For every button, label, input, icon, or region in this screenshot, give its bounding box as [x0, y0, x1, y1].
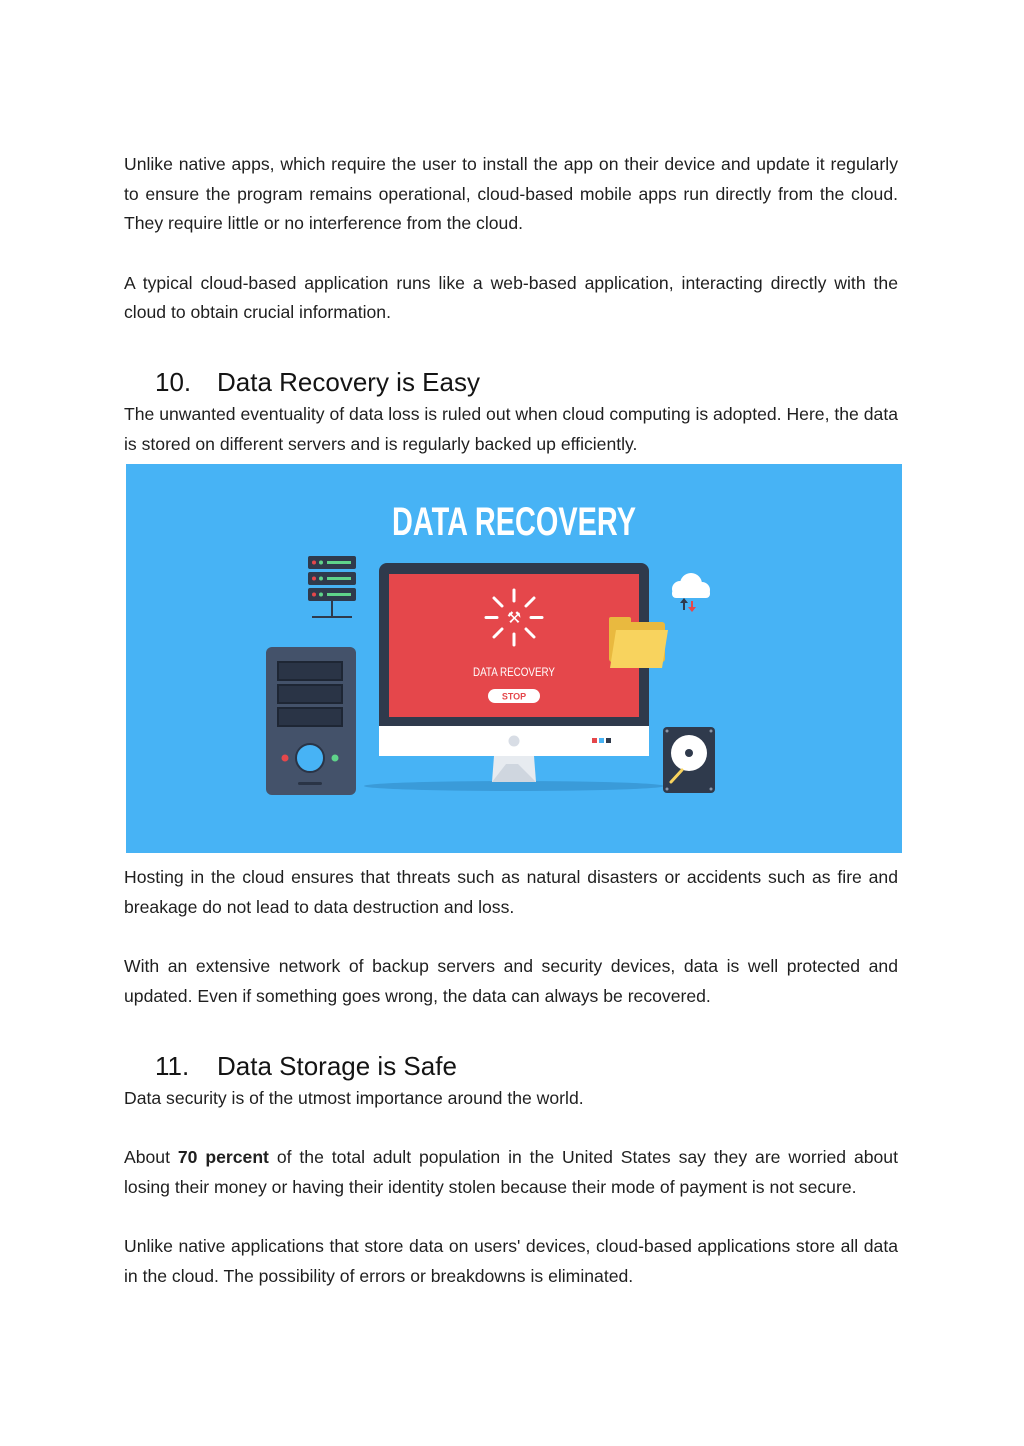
section-11-title: Data Storage is Safe [217, 1050, 457, 1081]
document-page [124, 150, 898, 1292]
section-11-paragraph-2 [124, 1143, 898, 1202]
stop-button-label: STOP [501, 691, 527, 702]
intro-paragraph-2: A typical cloud-based application runs like a web-based application, interacting directly with the cloud to obtain crucial information. [124, 272, 898, 323]
monitor-icon [379, 563, 649, 782]
section-11-heading [124, 1048, 898, 1084]
intro-paragraph-1: Unlike native apps, which require the user to install the app on their device and update it regularly to ensure the program remains operational, cloud-based mobile apps run directly from the cloud. They require little or no interference from the cloud. [124, 154, 898, 234]
section-10-paragraph-2: With an extensive network of backup servers and security devices, data is well protected and updated. Even if something goes wrong, the data can always be recovered. [124, 956, 898, 1006]
screen-label: DATA RECOVERY [473, 665, 555, 680]
section-10-number: 10. [155, 366, 192, 397]
stat-highlight: 70 percent [177, 1147, 269, 1168]
computer-tower-icon [266, 647, 356, 795]
section-10-heading [124, 364, 898, 400]
tools-icon: ⚒ [506, 608, 522, 628]
data-recovery-illustration [126, 464, 902, 853]
stat-prefix: About [124, 1147, 178, 1168]
hard-drive-icon [663, 727, 715, 793]
section-11-paragraph-1: Data security is of the utmost importance around the world. [124, 1087, 584, 1108]
section-10-lead: The unwanted eventuality of data loss is ruled out when cloud computing is adopted. Here, the data is stored on different servers and is regularly backed up efficiently. [124, 403, 898, 454]
stat-suffix: of the total adult population in the United States say they are worried about losing their money or having their identity stolen because their mode of payment is not secure. [124, 1147, 898, 1197]
section-10-paragraph-1: Hosting in the cloud ensures that threats such as natural disasters or accidents such as fire and breakage do not lead to data destruction and loss. [124, 867, 898, 917]
section-11-paragraph-3: Unlike native applications that store data on users' devices, cloud-based applications store all data in the cloud. The possibility of errors or breakdowns is eliminated. [124, 1236, 898, 1286]
section-11-number: 11. [155, 1050, 190, 1081]
illustration-heading: DATA RECOVERY [392, 500, 637, 545]
folder-icon [609, 617, 668, 668]
section-10-title: Data Recovery is Easy [217, 366, 480, 397]
